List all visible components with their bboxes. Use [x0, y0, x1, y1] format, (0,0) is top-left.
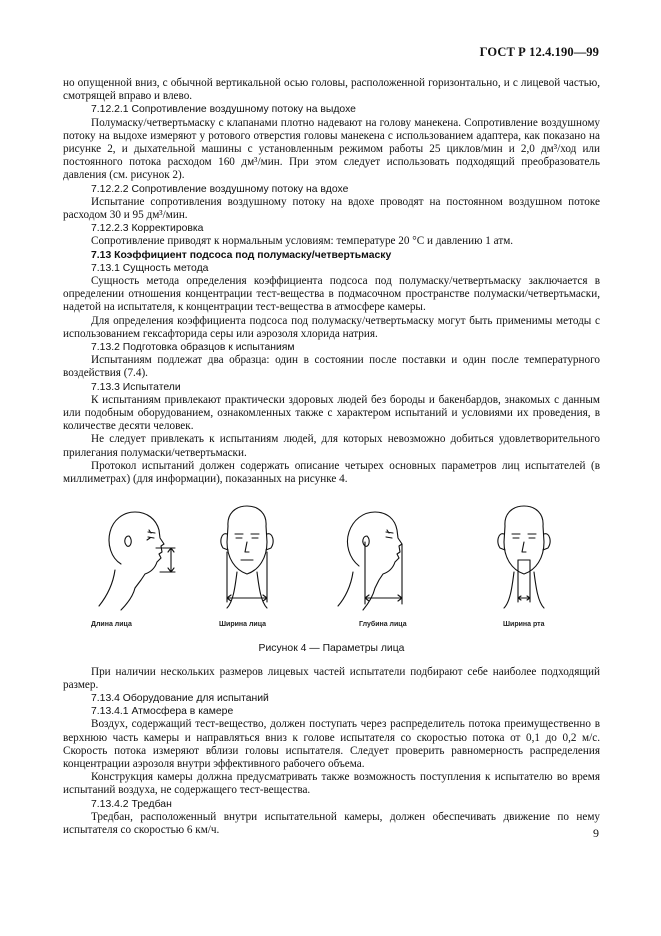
paragraph: 7.13.1 Сущность метода: [91, 262, 209, 274]
paragraph: Конструкция камеры должна предусматривать также возможность поступления к испытателю во время испытаний воздуха, не содержащего тест-вещества.: [63, 771, 600, 797]
paragraph: 7.13.3 Испытатели: [91, 381, 181, 393]
profile-head-face-depth: [338, 512, 402, 610]
paragraph: 7.13.4.1 Атмосфера в камере: [91, 706, 234, 718]
label-face-depth: Глубина лица: [359, 621, 407, 629]
frontal-head-mouth-width: [498, 506, 550, 608]
text-block-top: [63, 77, 600, 486]
paragraph: При наличии нескольких размеров лицевых частей испытатели подбирают себе наиболее подходящий размер.: [63, 665, 600, 691]
frontal-head-face-width: [221, 506, 273, 608]
paragraph: Испытаниям подлежат два образца: один в состоянии после поставки и один после температурного воздействия (7.4).: [63, 354, 600, 380]
paragraph: Сущность метода определения коэффициента подсоса под полумаску/четвертьмаску заключается в определении отношения концентрации тест-вещества в подмасочном пространстве полумаски/четвертьмаски, надетой на испытателя, к концентрации тест-вещества в атмосфере камеры.: [63, 275, 600, 314]
document-body: [63, 77, 600, 837]
paragraph: 7.13 Коэффициент подсоса под полумаску/четвертьмаску: [91, 249, 392, 261]
label-face-length: Длина лица: [91, 621, 132, 629]
profile-head-face-length: [99, 512, 175, 610]
paragraph: 7.12.2.2 Сопротивление воздушному потоку на вдохе: [91, 183, 349, 195]
paragraph: К испытаниям привлекают практически здоровых людей без бороды и бакенбардов, знакомых с данным или подобным оборудованием, ознакомленных также с характером испытаний и условиями их проведения, в количестве десяти человек.: [63, 393, 600, 433]
figure-4: [63, 492, 600, 640]
paragraph: 7.12.2.1 Сопротивление воздушному потоку на выдохе: [91, 104, 356, 116]
label-mouth-width: Ширина рта: [503, 621, 545, 629]
page-number: 9: [593, 826, 599, 840]
standard-header: ГОСТ Р 12.4.190—99: [479, 45, 599, 59]
paragraph: Сопротивление приводят к нормальным условиям: температуре 20 °С и давлению 1 атм.: [91, 235, 514, 248]
paragraph: Для определения коэффициента подсоса под полумаску/четвертьмаску могут быть применимы методы с использованием гексафторида серы или аэрозоля хлорида натрия.: [63, 314, 600, 340]
text-block-bottom: [63, 666, 600, 838]
paragraph: Протокол испытаний должен содержать описание четырех основных параметров лиц испытателей (в миллиметрах) (для информации), показанных на рисунке 4.: [63, 459, 600, 486]
figure-caption: Рисунок 4 — Параметры лица: [258, 643, 405, 655]
paragraph: 7.13.4 Оборудование для испытаний: [91, 692, 269, 704]
label-face-width: Ширина лица: [219, 621, 267, 629]
paragraph: Полумаску/четвертьмаску с клапанами плотно надевают на голову манекена. Сопротивление воздушному потоку на выдохе измеряют у ротового отверстия головы манекена с использованием адаптера, как показано на рисунке 2, и дыхательной машины с установленным режимом работы 25 циклов/мин и 2,0 дм³/ход или постоянного потока расходом 160 дм³/мин. При этом следует использовать подходящий преобразователь давления (см. рисунок 2).: [63, 116, 600, 182]
paragraph: но опущенной вниз, с обычной вертикальной осью головы, расположенной горизонтально, и с лицевой частью, смотрящей вправо и влево.: [63, 77, 600, 103]
paragraph: Воздух, содержащий тест-вещество, должен поступать через распределитель потока преимущественно в верхнюю часть камеры и направляться вниз к голове испытателя со скоростью потока от 0,1 до 0,2 м/с. Скорость потока измеряют вблизи головы испытателя. Следует проверить равномерность распределения концентрации аэрозоля внутри эффективного рабочего объема.: [63, 718, 600, 770]
paragraph: Тредбан, расположенный внутри испытательной камеры, должен обеспечивать движение по нему испытателя со скоростью 6 км/ч.: [63, 810, 600, 836]
paragraph: Испытание сопротивления воздушному потоку на вдохе проводят на постоянном воздушном потоке расходом 30 и 95 дм³/мин.: [63, 195, 600, 222]
paragraph: 7.13.4.2 Тредбан: [91, 798, 172, 810]
paragraph: Не следует привлекать к испытаниям людей, для которых невозможно добиться удовлетворительного прилегания полумаски/четвертьмаски.: [63, 433, 600, 459]
paragraph: 7.13.2 Подготовка образцов к испытаниям: [91, 342, 295, 354]
paragraph: 7.12.2.3 Корректировка: [91, 223, 204, 235]
